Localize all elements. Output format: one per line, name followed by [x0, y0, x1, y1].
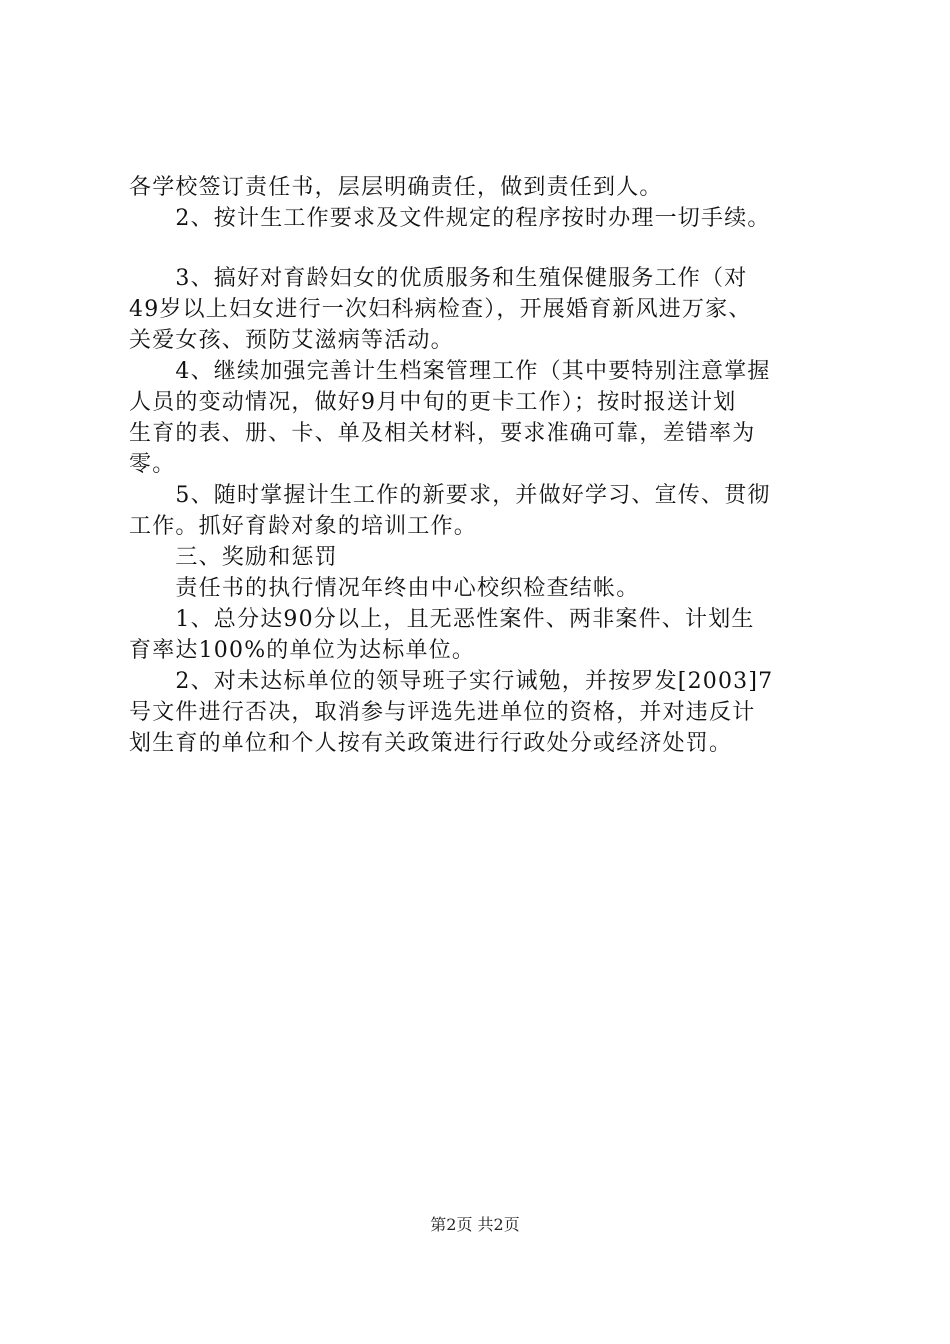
- text-line: 49岁以上妇女进行一次妇科病检查），开展婚育新风进万家、: [129, 297, 752, 322]
- text-line: 号文件进行否决，取消参与评选先进单位的资格，并对违反计: [129, 700, 756, 725]
- text-line: 1、总分达90分以上，且无恶性案件、两非案件、计划生: [129, 607, 755, 632]
- text-line: 人员的变动情况，做好9月中旬的更卡工作）；按时报送计划: [129, 390, 737, 415]
- text-line: 生育的表、册、卡、单及相关材料，要求准确可靠，差错率为: [129, 421, 756, 446]
- text-line: 3、搞好对育龄妇女的优质服务和生殖保健服务工作（对: [129, 266, 748, 291]
- text-line: 划生育的单位和个人按有关政策进行行政处分或经济处罚。: [129, 731, 733, 756]
- text-line: 4、继续加强完善计生档案管理工作（其中要特别注意掌握: [129, 359, 771, 384]
- text-line: 2、按计生工作要求及文件规定的程序按时办理一切手续。: [129, 206, 771, 231]
- text-line: 各学校签订责任书，层层明确责任，做到责任到人。: [129, 175, 663, 200]
- text-line: 2、对未达标单位的领导班子实行诫勉，并按罗发[2003]7: [129, 669, 774, 694]
- text-line: 零。: [129, 452, 176, 477]
- text-line: 责任书的执行情况年终由中心校织检查结帐。: [129, 576, 640, 601]
- section-heading: 三、奖励和惩罚: [129, 545, 338, 570]
- text-line: 育率达100%的单位为达标单位。: [129, 638, 476, 663]
- page-footer: 第2页 共2页: [430, 1215, 520, 1234]
- text-line: 5、随时掌握计生工作的新要求，并做好学习、宣传、贯彻: [129, 483, 771, 508]
- document-body: [129, 172, 834, 759]
- text-line: 关爱女孩、预防艾滋病等活动。: [129, 328, 454, 353]
- text-line: 工作。抓好育龄对象的培训工作。: [129, 514, 478, 539]
